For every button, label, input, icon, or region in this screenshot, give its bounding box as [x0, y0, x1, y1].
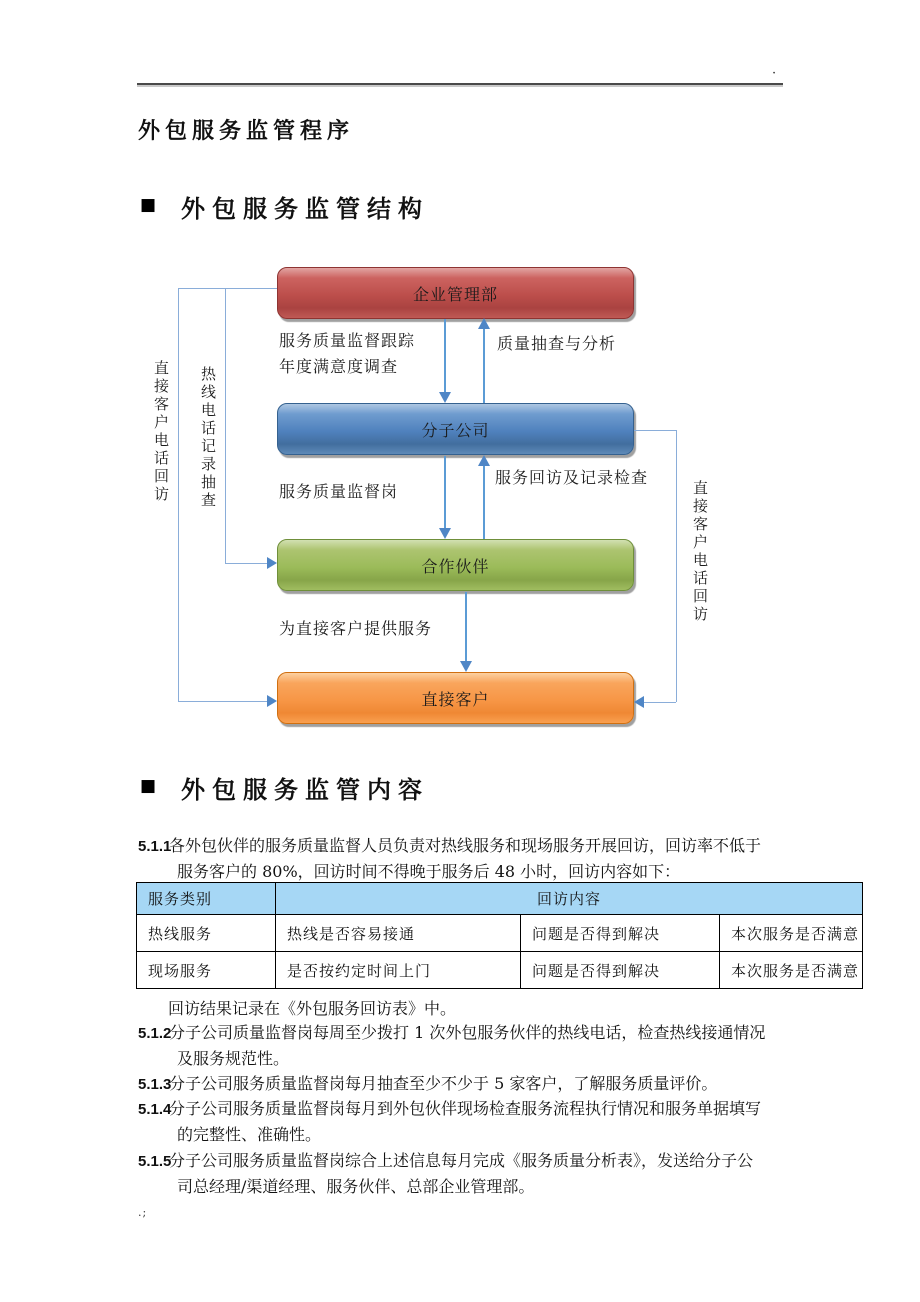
- item-5-1-3-line1: 5.1.3分子公司服务质量监督岗每月抽查至少不少于 5 家客户，了解服务质量评价。: [138, 1074, 718, 1093]
- connector-line: [178, 701, 267, 702]
- header-rule: [137, 83, 783, 85]
- arrow-line-up: [483, 329, 485, 403]
- connector-line: [676, 430, 677, 702]
- item-5-1-2-line2: 及服务规范性。: [177, 1049, 290, 1068]
- item-number: 5.1.4: [138, 1101, 172, 1118]
- item-number: 5.1.1: [138, 838, 172, 855]
- edge-label-customer-phone-review-left: 直接客户电话回访: [152, 360, 170, 504]
- connector-line: [225, 563, 267, 564]
- table-header-row: [137, 883, 863, 915]
- section2-bullet-icon: ■: [140, 776, 157, 796]
- table-note: 回访结果记录在《外包服务回访表》中。: [168, 999, 457, 1018]
- item-number: 5.1.2: [138, 1025, 172, 1042]
- item-5-1-5-line2: 司总经理/渠道经理、服务伙伴、总部企业管理部。: [177, 1177, 535, 1196]
- edge-label-quality-tracking: 服务质量监督跟踪: [279, 331, 416, 350]
- arrow-right-icon: [267, 695, 277, 707]
- connector-line: [178, 288, 179, 701]
- arrow-line-up: [483, 466, 485, 539]
- node-direct-customer: 直接客户: [277, 672, 634, 724]
- arrow-right-icon: [267, 557, 277, 569]
- connector-line: [634, 430, 676, 431]
- node-partner: 合作伙伴: [277, 539, 634, 591]
- footer-mark: .;: [138, 1206, 148, 1219]
- item-number: 5.1.5: [138, 1153, 172, 1170]
- connector-line: [644, 702, 676, 703]
- table-cell: 本次服务是否满意: [720, 915, 863, 952]
- edge-label-customer-phone-review-right: 直接客户电话回访: [691, 480, 709, 624]
- section1-bullet-icon: ■: [140, 195, 157, 215]
- table-cell: 热线是否容易接通: [276, 915, 521, 952]
- section1-heading: 外包服务监管结构: [181, 194, 429, 223]
- edge-label-annual-satisfaction: 年度满意度调查: [279, 357, 399, 376]
- item-5-1-4-line1: 5.1.4分子公司服务质量监督岗每月到外包伙伴现场检查服务流程执行情况和服务单据填写: [138, 1099, 762, 1118]
- edge-label-quality-sampling: 质量抽查与分析: [497, 334, 617, 353]
- node-subsidiary-company: 分子公司: [277, 403, 634, 455]
- item-5-1-2-line1: 5.1.2分子公司质量监督岗每周至少拨打 1 次外包服务伙伴的热线电话，检查热线接通情况: [138, 1023, 766, 1042]
- table-row: [137, 915, 863, 952]
- arrow-up-icon: [478, 455, 490, 466]
- arrow-line-down: [465, 592, 467, 662]
- edge-label-quality-supervision-post: 服务质量监督岗: [279, 482, 399, 501]
- table-cell: 是否按约定时间上门: [276, 952, 521, 989]
- table-cell: 热线服务: [137, 915, 276, 952]
- arrow-line-down: [444, 456, 446, 529]
- arrow-down-icon: [439, 528, 451, 539]
- table-header-service-type: 服务类别: [137, 883, 276, 915]
- arrow-left-icon: [634, 696, 644, 708]
- review-content-table: [136, 882, 863, 989]
- section2-heading: 外包服务监管内容: [181, 775, 429, 804]
- item-5-1-4-line2: 的完整性、准确性。: [177, 1125, 322, 1144]
- item-5-1-1-line2: 服务客户的 80%，回访时间不得晚于服务后 48 小时，回访内容如下：: [177, 862, 681, 881]
- item-5-1-1-line1: 5.1.1各外包伙伴的服务质量监督人员负责对热线服务和现场服务开展回访，回访率不低于: [138, 836, 762, 855]
- stray-dot: ·: [772, 66, 777, 81]
- arrow-up-icon: [478, 318, 490, 329]
- arrow-down-icon: [460, 661, 472, 672]
- edge-label-hotline-record-sampling: 热线电话记录抽查: [199, 366, 217, 510]
- table-cell: 本次服务是否满意: [720, 952, 863, 989]
- table-cell: 现场服务: [137, 952, 276, 989]
- item-number: 5.1.3: [138, 1076, 172, 1093]
- edge-label-service-review: 服务回访及记录检查: [495, 468, 649, 487]
- table-header-review-content: 回访内容: [276, 883, 863, 915]
- arrow-line-down: [444, 319, 446, 393]
- edge-label-provide-service: 为直接客户提供服务: [279, 619, 433, 638]
- item-5-1-5-line1: 5.1.5分子公司服务质量监督岗综合上述信息每月完成《服务质量分析表》，发送给分子公: [138, 1151, 754, 1170]
- table-cell: 问题是否得到解决: [521, 915, 720, 952]
- connector-line: [225, 288, 226, 563]
- node-enterprise-management: 企业管理部: [277, 267, 634, 319]
- page-title: 外包服务监管程序: [138, 118, 355, 144]
- connector-line: [178, 288, 277, 289]
- arrow-down-icon: [439, 392, 451, 403]
- table-row: [137, 952, 863, 989]
- table-cell: 问题是否得到解决: [521, 952, 720, 989]
